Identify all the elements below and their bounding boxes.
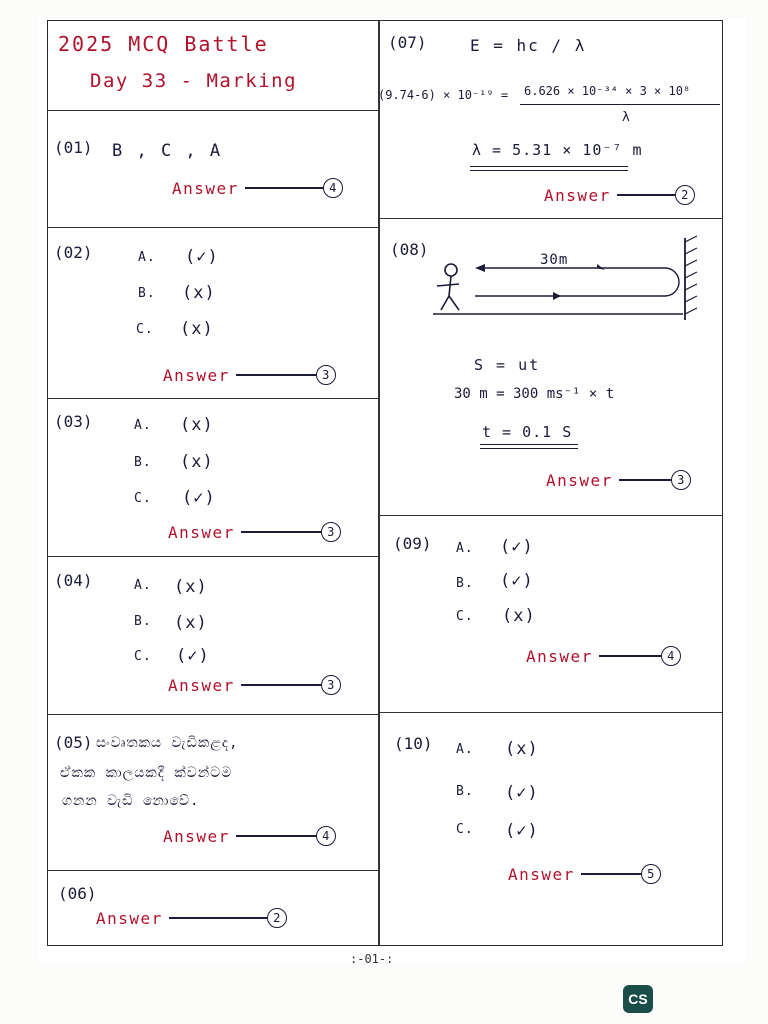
result-underline <box>470 166 628 167</box>
wall-hatching <box>685 236 697 314</box>
answer-arrow <box>236 374 316 375</box>
answer-arrow <box>236 835 316 836</box>
answer-row <box>546 470 691 490</box>
answer-label: Answer <box>163 826 230 846</box>
page-subtitle: Day 33 - Marking <box>90 70 298 92</box>
divider <box>378 712 723 713</box>
answer-arrow <box>619 479 671 480</box>
divider <box>47 870 378 871</box>
option-mark: (x) <box>502 606 536 626</box>
question-number: (02) <box>54 243 93 262</box>
answer-arrow <box>241 531 321 532</box>
result-underline <box>480 444 578 445</box>
page-number: :-01-: <box>350 952 394 966</box>
q7-equation-right: 6.626 × 10⁻³⁴ × 3 × 10⁸ <box>524 84 691 98</box>
option-mark: (x) <box>505 739 539 759</box>
question-number: (07) <box>388 33 427 52</box>
question-number: (06) <box>58 884 97 903</box>
q7-denominator: λ <box>622 110 630 125</box>
q7-result: λ = 5.31 × 10⁻⁷ m <box>472 141 643 159</box>
question-number: (05) <box>54 733 93 752</box>
question-number: (04) <box>54 571 93 590</box>
answer-circle: 5 <box>641 864 661 884</box>
arrow-right-icon <box>553 292 561 300</box>
question-number: (10) <box>394 734 433 753</box>
result-underline <box>470 170 628 171</box>
person-figure <box>437 264 459 310</box>
divider <box>47 110 378 111</box>
answer-circle: 4 <box>661 646 681 666</box>
option-letter: B. <box>134 455 152 470</box>
answer-circle: 3 <box>321 675 341 695</box>
option-mark: (x) <box>180 319 214 339</box>
center-divider <box>378 20 380 946</box>
answer-arrow <box>169 917 267 918</box>
option-mark: (x) <box>174 613 208 633</box>
answer-row <box>168 675 341 695</box>
answer-label: Answer <box>168 522 235 542</box>
fraction-bar <box>520 104 720 105</box>
q1-answer-text: B , C , A <box>112 141 223 161</box>
answer-label: Answer <box>546 470 613 490</box>
option-letter: B. <box>138 286 156 301</box>
answer-circle: 3 <box>321 522 341 542</box>
answer-row <box>172 178 343 198</box>
answer-label: Answer <box>168 675 235 695</box>
option-mark: (x) <box>174 577 208 597</box>
option-letter: A. <box>456 541 474 556</box>
answer-circle: 4 <box>323 178 343 198</box>
question-number: (01) <box>54 138 93 157</box>
answer-label: Answer <box>172 178 239 198</box>
q7-equation-left: (9.74-6) × 10⁻¹⁹ = <box>378 88 509 102</box>
answer-circle: 2 <box>267 908 287 928</box>
answer-row <box>508 864 661 884</box>
answer-row <box>168 522 341 542</box>
answer-circle: 2 <box>675 185 695 205</box>
answer-circle: 3 <box>316 365 336 385</box>
answer-label: Answer <box>544 185 611 205</box>
answer-row <box>96 908 287 928</box>
q5-text-line: ගනන වැඩි නොවේ. <box>62 793 200 809</box>
option-mark: (✓) <box>505 821 539 841</box>
answer-circle: 4 <box>316 826 336 846</box>
distance-label: 30m <box>540 252 569 268</box>
answer-row <box>526 646 681 666</box>
option-mark: (x) <box>182 283 216 303</box>
option-letter: C. <box>134 491 152 506</box>
divider <box>378 218 723 219</box>
arrow-left-icon <box>475 264 485 272</box>
divider <box>47 227 378 228</box>
q5-text-line: ඒකක කාලයකදී ක්වන්ටම <box>60 765 233 781</box>
option-letter: A. <box>134 418 152 433</box>
q8-equation: S = ut <box>474 356 541 374</box>
sound-echo-diagram <box>425 230 715 330</box>
divider <box>378 515 723 516</box>
option-letter: B. <box>456 784 474 799</box>
option-letter: C. <box>456 609 474 624</box>
result-underline <box>480 448 578 449</box>
page-title: 2025 MCQ Battle <box>58 32 269 56</box>
q8-equation: 30 m = 300 ms⁻¹ × t <box>454 386 615 402</box>
answer-label: Answer <box>96 908 163 928</box>
answer-arrow <box>581 873 641 874</box>
q5-text-line: සංවෘතකය වැඩිකළද, <box>96 735 239 751</box>
option-mark: (✓) <box>500 571 534 591</box>
answer-row <box>163 826 336 846</box>
answer-row <box>163 365 336 385</box>
option-letter: A. <box>138 250 156 265</box>
option-letter: C. <box>456 822 474 837</box>
q8-result: t = 0.1 S <box>482 423 573 441</box>
option-letter: B. <box>134 614 152 629</box>
question-number: (09) <box>393 534 432 553</box>
question-number: (03) <box>54 412 93 431</box>
answer-arrow <box>241 684 321 685</box>
answer-arrow <box>245 187 323 188</box>
answer-label: Answer <box>526 646 593 666</box>
q7-formula: E = hc / λ <box>470 36 587 55</box>
sound-path <box>475 268 679 296</box>
option-letter: A. <box>134 578 152 593</box>
divider <box>47 398 378 399</box>
option-letter: B. <box>456 576 474 591</box>
option-mark: (x) <box>180 415 214 435</box>
option-mark: (✓) <box>182 488 216 508</box>
option-mark: (✓) <box>505 783 539 803</box>
answer-row <box>544 185 695 205</box>
option-letter: C. <box>136 322 154 337</box>
answer-arrow <box>617 194 675 195</box>
question-number: (08) <box>390 240 429 259</box>
answer-arrow <box>599 655 661 656</box>
arrow-left-icon <box>597 264 605 270</box>
option-mark: (x) <box>180 452 214 472</box>
option-letter: A. <box>456 742 474 757</box>
answer-circle: 3 <box>671 470 691 490</box>
option-mark: (✓) <box>500 537 534 557</box>
divider <box>47 714 378 715</box>
answer-label: Answer <box>508 864 575 884</box>
camscanner-logo: CS <box>623 985 653 1013</box>
option-mark: (✓) <box>185 247 219 267</box>
option-mark: (✓) <box>176 646 210 666</box>
option-letter: C. <box>134 649 152 664</box>
divider <box>47 556 378 557</box>
answer-label: Answer <box>163 365 230 385</box>
